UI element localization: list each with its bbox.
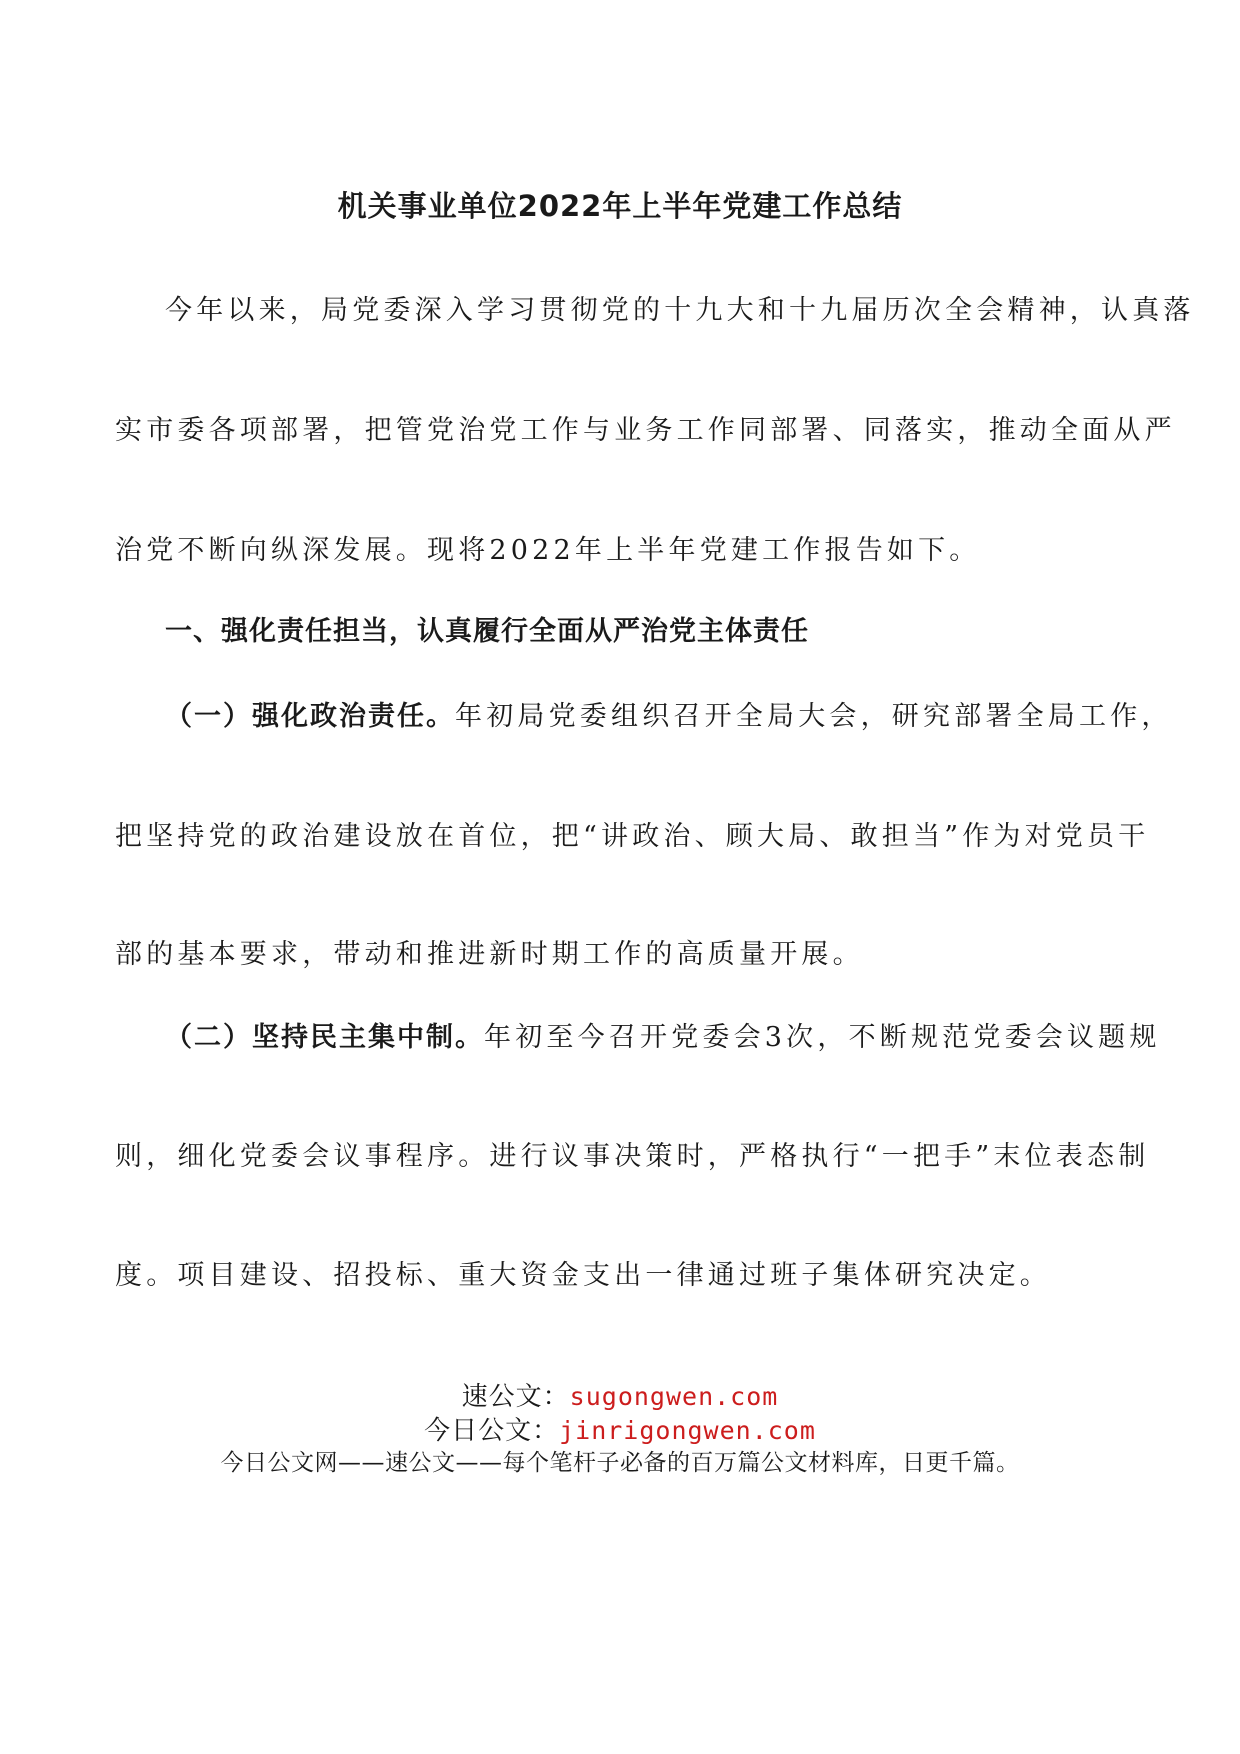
document-title: 机关事业单位2022年上半年党建工作总结 xyxy=(337,189,903,223)
item1-line-1 xyxy=(165,697,1173,737)
footer-jinrigongwen-label: 今日公文： xyxy=(424,1416,560,1446)
footer-sugongwen-row xyxy=(0,1380,1240,1414)
footer-sugongwen-label: 速公文： xyxy=(461,1382,570,1412)
footer-slogan: 今日公文网——速公文——每个笔杆子必备的百万篇公文材料库，日更千篇。 xyxy=(220,1450,1020,1476)
item1-first-line-text: 年初局党委组织召开全局大会，研究部署全局工作， xyxy=(455,701,1173,732)
footer-jinrigongwen-row xyxy=(0,1414,1240,1448)
item2-line-1 xyxy=(165,1018,1161,1058)
intro-line-2: 实市委各项部署，把管党治党工作与业务工作同部署、同落实，推动全面从严 xyxy=(115,415,1176,446)
footer-sugongwen-link[interactable]: sugongwen.com xyxy=(569,1382,779,1411)
item2-first-line-text: 年初至今召开党委会3次，不断规范党委会议题规 xyxy=(484,1022,1161,1053)
item2-lead: （二）坚持民主集中制。 xyxy=(165,1022,484,1053)
footer-jinrigongwen-link[interactable]: jinrigongwen.com xyxy=(559,1416,816,1445)
item1-lead: （一）强化政治责任。 xyxy=(165,701,455,732)
item2-line-2: 则，细化党委会议事程序。进行议事决策时，严格执行“一把手”末位表态制 xyxy=(115,1141,1150,1172)
item1-line-3: 部的基本要求，带动和推进新时期工作的高质量开展。 xyxy=(115,939,864,970)
footer xyxy=(0,1380,1240,1478)
item1-line-2: 把坚持党的政治建设放在首位，把“讲政治、顾大局、敢担当”作为对党员干 xyxy=(115,821,1150,852)
intro-line-3: 治党不断向纵深发展。现将2022年上半年党建工作报告如下。 xyxy=(115,535,981,566)
item2-line-3: 度。项目建设、招投标、重大资金支出一律通过班子集体研究决定。 xyxy=(115,1260,1051,1291)
section-heading: 一、强化责任担当，认真履行全面从严治党主体责任 xyxy=(165,616,809,647)
intro-line-1: 今年以来，局党委深入学习贯彻党的十九大和十九届历次全会精神，认真落 xyxy=(165,295,1195,326)
